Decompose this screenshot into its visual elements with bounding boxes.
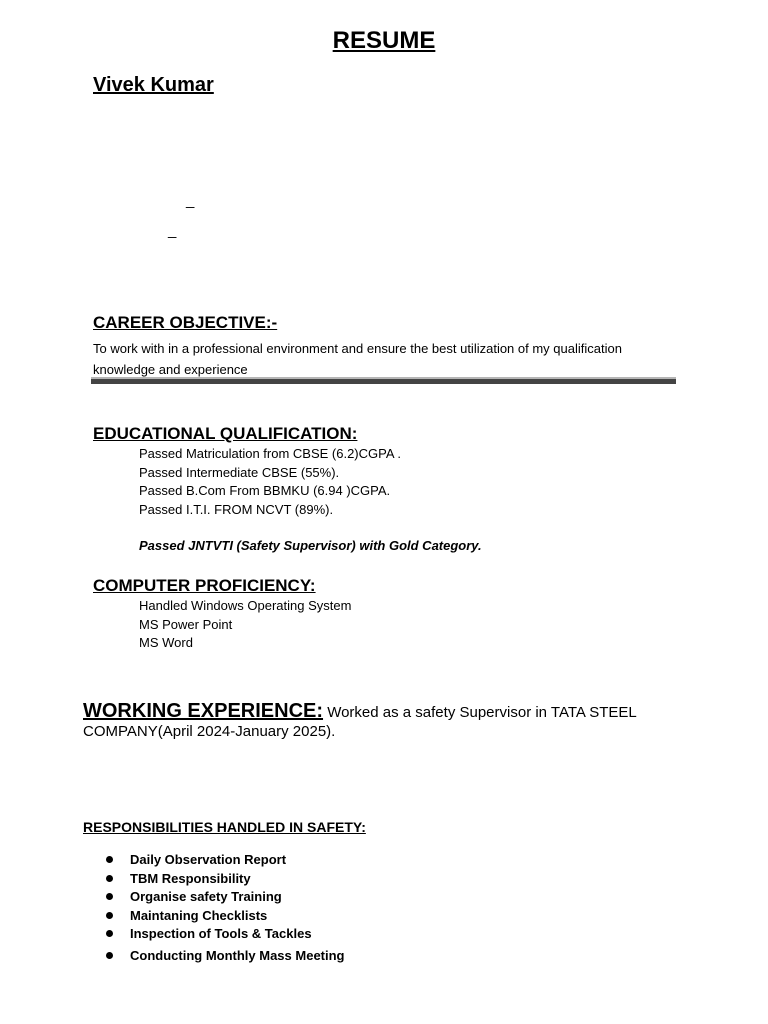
bullet-icon (106, 875, 113, 882)
education-item: Passed I.T.I. FROM NCVT (89%). (139, 501, 334, 517)
education-list (139, 445, 401, 519)
education-item: Passed Matriculation from CBSE (6.2)CGPA . (139, 446, 402, 461)
education-item: Passed Intermediate CBSE (55%). (139, 464, 340, 480)
responsibility-label: Conducting Monthly Mass Meeting (130, 947, 345, 963)
responsibility-label: Inspection of Tools & Tackles (130, 926, 312, 942)
responsibility-item (104, 851, 345, 870)
responsibility-label: Daily Observation Report (130, 852, 287, 867)
document-title: RESUME (332, 27, 436, 54)
responsibility-item (104, 925, 345, 944)
bullet-icon (106, 930, 113, 937)
responsibility-item (104, 888, 345, 907)
bullet-icon (106, 893, 113, 900)
responsibilities-list (104, 851, 345, 966)
bullet-icon (106, 856, 113, 863)
section-divider (91, 377, 676, 384)
responsibility-label: TBM Responsibility (130, 870, 251, 886)
responsibility-item (104, 907, 345, 926)
bullet-icon (106, 912, 113, 919)
responsibility-label: Maintaning Checklists (130, 907, 268, 923)
education-highlight: Passed JNTVTI (Safety Supervisor) with Gold Category. (139, 538, 482, 553)
proficiency-item: Handled Windows Operating System (139, 598, 352, 613)
responsibility-label: Organise safety Training (130, 889, 282, 905)
placeholder-dash: _ (168, 222, 177, 239)
work-experience-block (83, 702, 673, 741)
work-experience-heading: WORKING EXPERIENCE: (83, 700, 324, 722)
education-heading: EDUCATIONAL QUALIFICATION: (93, 424, 358, 443)
proficiency-item: MS Power Point (139, 616, 233, 632)
education-item: Passed B.Com From BBMKU (6.94 )CGPA. (139, 483, 391, 498)
career-objective-heading: CAREER OBJECTIVE:- (93, 313, 278, 332)
responsibility-item (104, 947, 345, 966)
bullet-icon (106, 952, 113, 959)
candidate-name: Vivek Kumar (93, 74, 214, 96)
proficiency-item: MS Word (139, 635, 193, 650)
responsibility-item (104, 870, 345, 889)
computer-proficiency-list (139, 597, 351, 653)
career-objective-text: To work with in a professional environment and ensure the best utilization of my qualification knowledge and experience (93, 341, 622, 377)
responsibilities-heading: RESPONSIBILITIES HANDLED IN SAFETY: (83, 819, 366, 835)
work-experience-text: Worked as a safety Supervisor in TATA STEEL COMPANY(April 2024-January 2025). (83, 704, 637, 740)
computer-proficiency-heading: COMPUTER PROFICIENCY: (93, 576, 316, 595)
placeholder-dash: _ (186, 192, 195, 209)
